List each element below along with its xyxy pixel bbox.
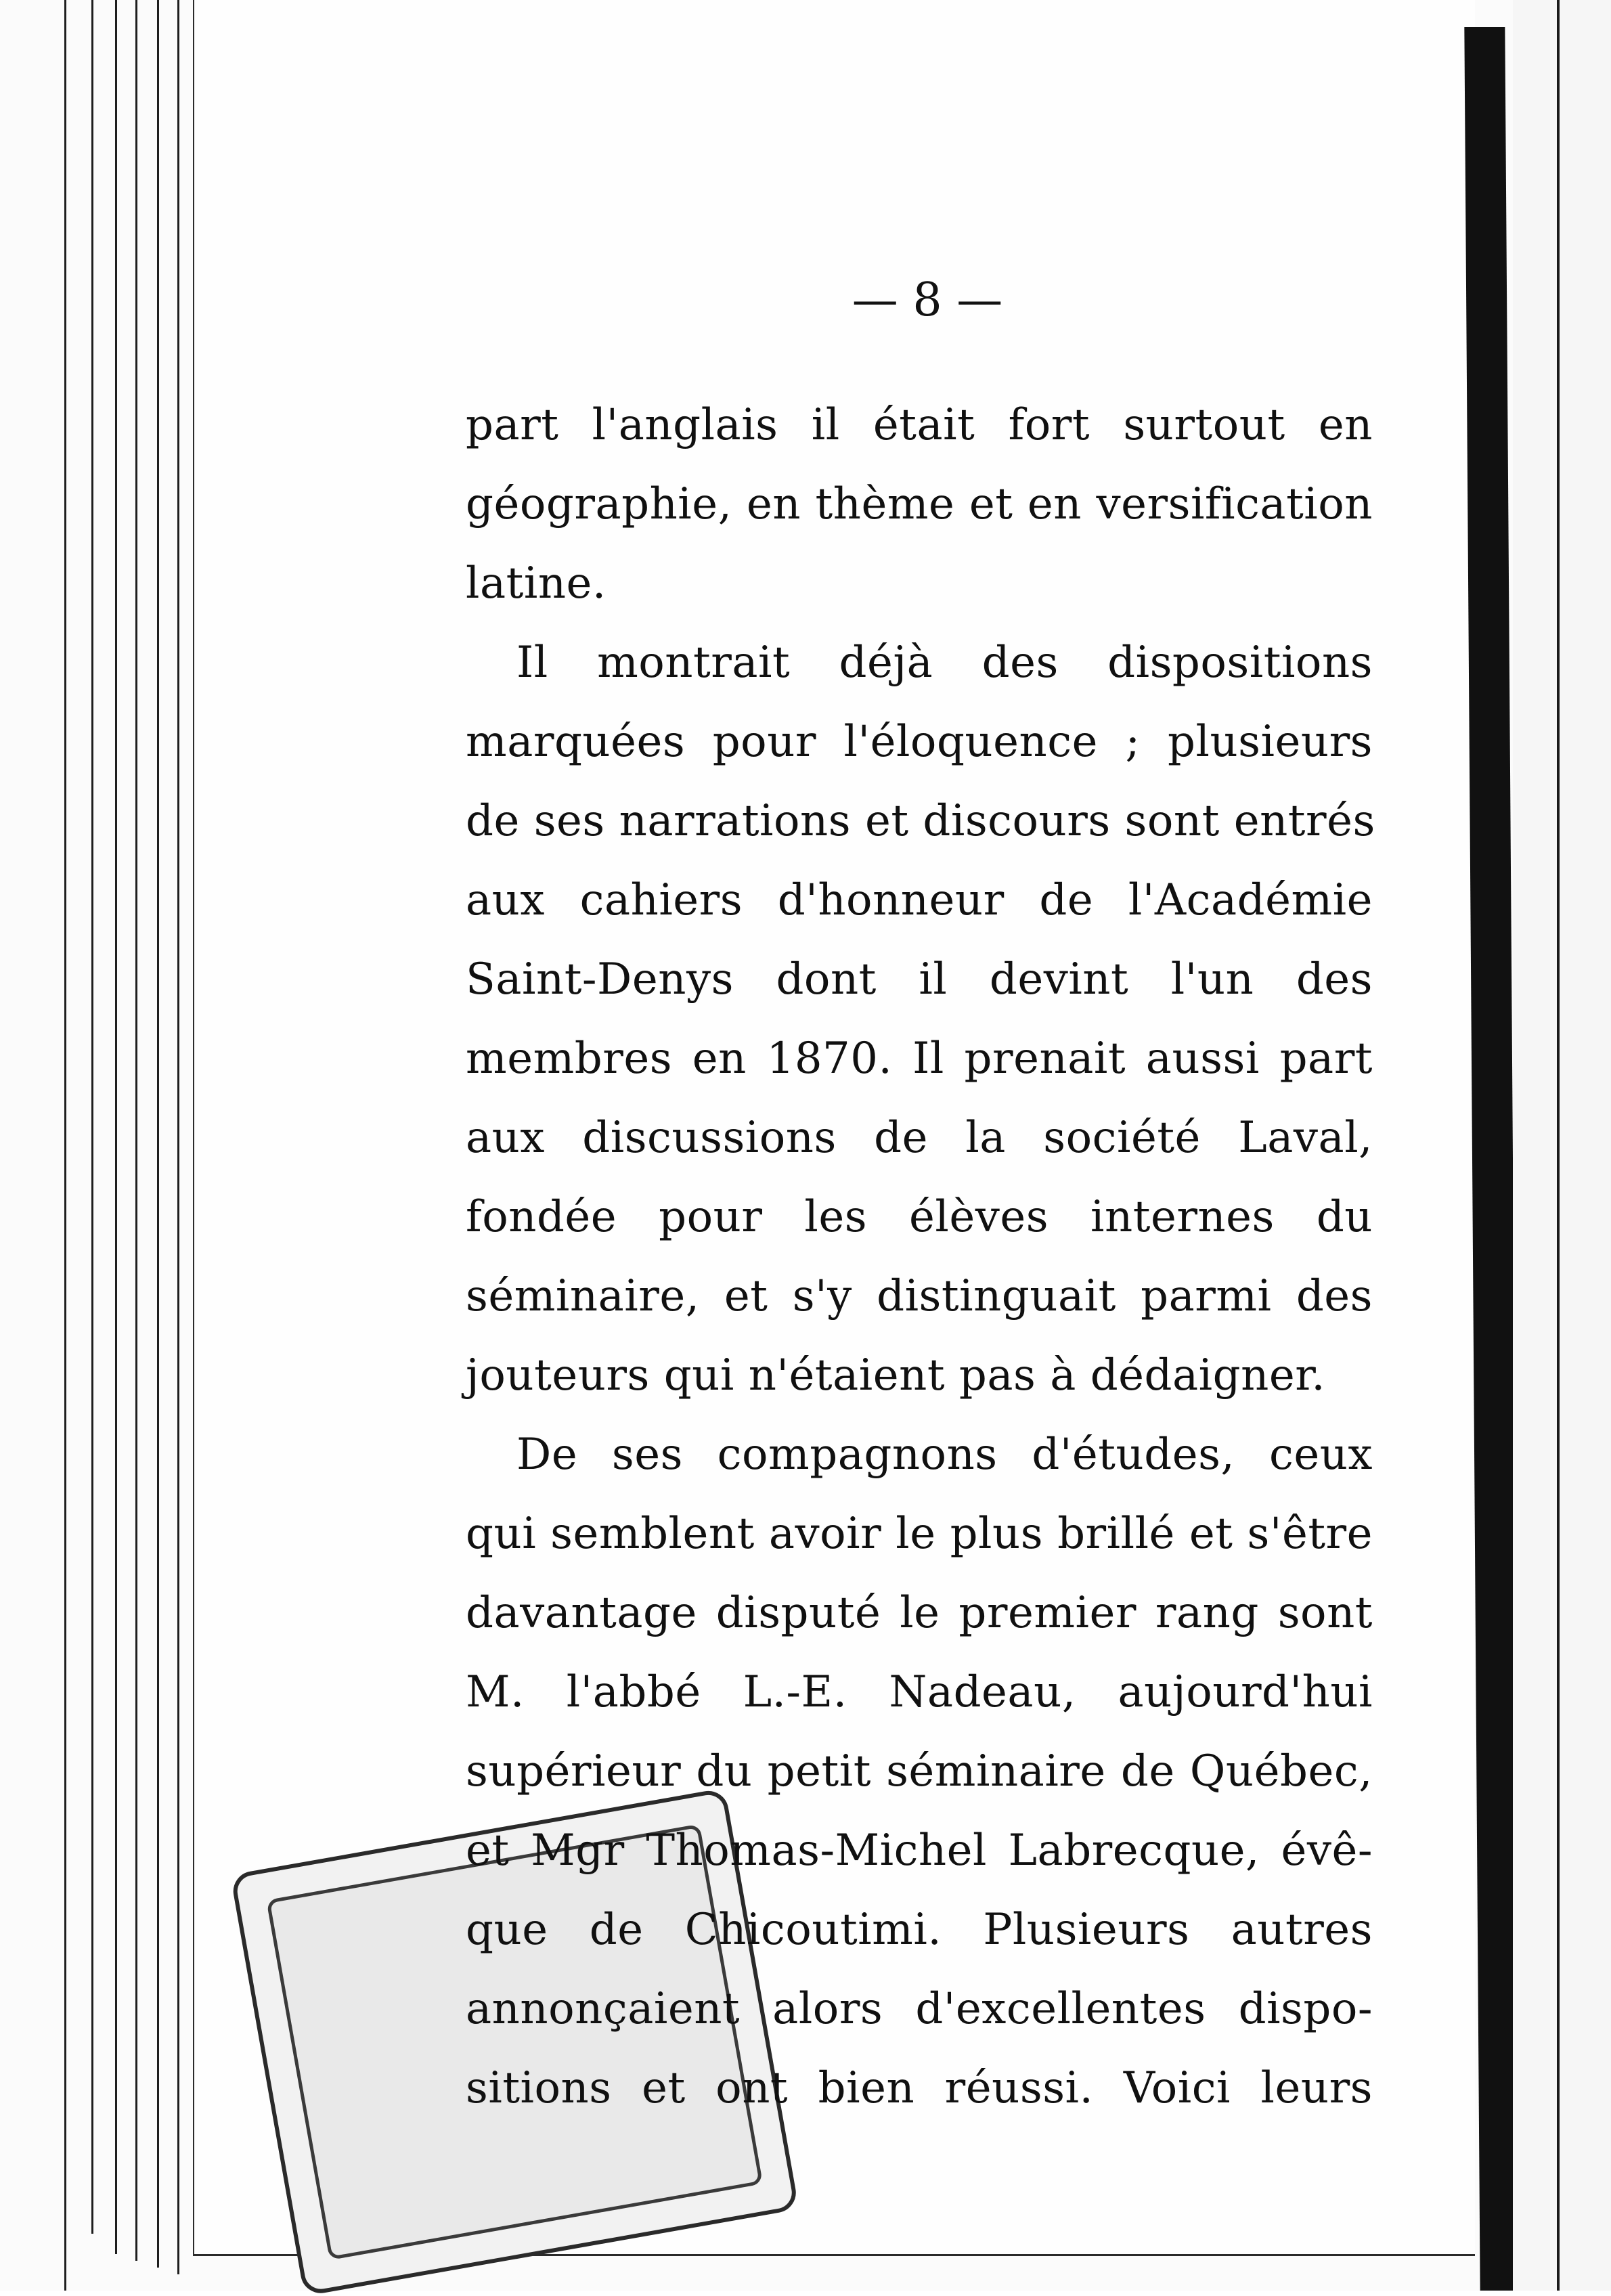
text-line: jouteurs qui n'étaient pas à dédaigner. xyxy=(466,1350,1326,1400)
text-line: davantage disputé le premier rang sont xyxy=(466,1588,1373,1638)
adjacent-page xyxy=(1513,0,1611,2291)
text-line: sitions et ont bien réussi. Voici leurs xyxy=(466,2063,1373,2113)
page-edge-line xyxy=(177,0,179,2274)
page-edge-line xyxy=(157,0,159,2268)
text-line: marquées pour l'éloquence ; plusieurs xyxy=(466,717,1373,767)
text-line: Saint-Denys dont il devint l'un des xyxy=(466,954,1373,1005)
paragraph xyxy=(466,1415,1373,2128)
text-line: aux cahiers d'honneur de l'Académie xyxy=(466,875,1373,925)
text-line: annonçaient alors d'excellentes dispo- xyxy=(466,1984,1373,2034)
text-line: que de Chicoutimi. Plusieurs autres xyxy=(466,1905,1373,1955)
body-text xyxy=(466,386,1373,2128)
text-line: M. l'abbé L.-E. Nadeau, aujourd'hui xyxy=(466,1667,1373,1717)
text-line: membres en 1870. Il prenait aussi part xyxy=(466,1034,1373,1084)
text-line: De ses compagnons d'études, ceux xyxy=(516,1430,1373,1480)
paragraph xyxy=(466,623,1373,1415)
text-line: séminaire, et s'y distinguait parmi des xyxy=(466,1271,1373,1321)
page-edge-line xyxy=(135,0,137,2261)
page-edge-line xyxy=(91,0,93,2234)
text-line: fondée pour les élèves internes du xyxy=(466,1192,1373,1242)
text-line: et Mgr Thomas-Michel Labrecque, évê- xyxy=(466,1826,1373,1876)
page-number: — 8 — xyxy=(852,273,1003,327)
text-line: de ses narrations et discours sont entrés xyxy=(466,796,1375,846)
text-line: part l'anglais il était fort surtout en xyxy=(466,400,1373,450)
paragraph xyxy=(466,386,1373,623)
text-line: aux discussions de la société Laval, xyxy=(466,1113,1373,1163)
text-line: supérieur du petit séminaire de Québec, xyxy=(466,1746,1373,1796)
page-edge-line xyxy=(1557,0,1560,2291)
text-line: géographie, en thème et en versification xyxy=(466,479,1373,529)
page-edge-line xyxy=(64,0,66,2291)
text-line: qui semblent avoir le plus brillé et s'être xyxy=(466,1509,1373,1559)
page-edge-line xyxy=(115,0,117,2254)
text-line: latine. xyxy=(466,558,606,609)
text-line: Il montrait déjà des dispositions xyxy=(516,638,1373,688)
